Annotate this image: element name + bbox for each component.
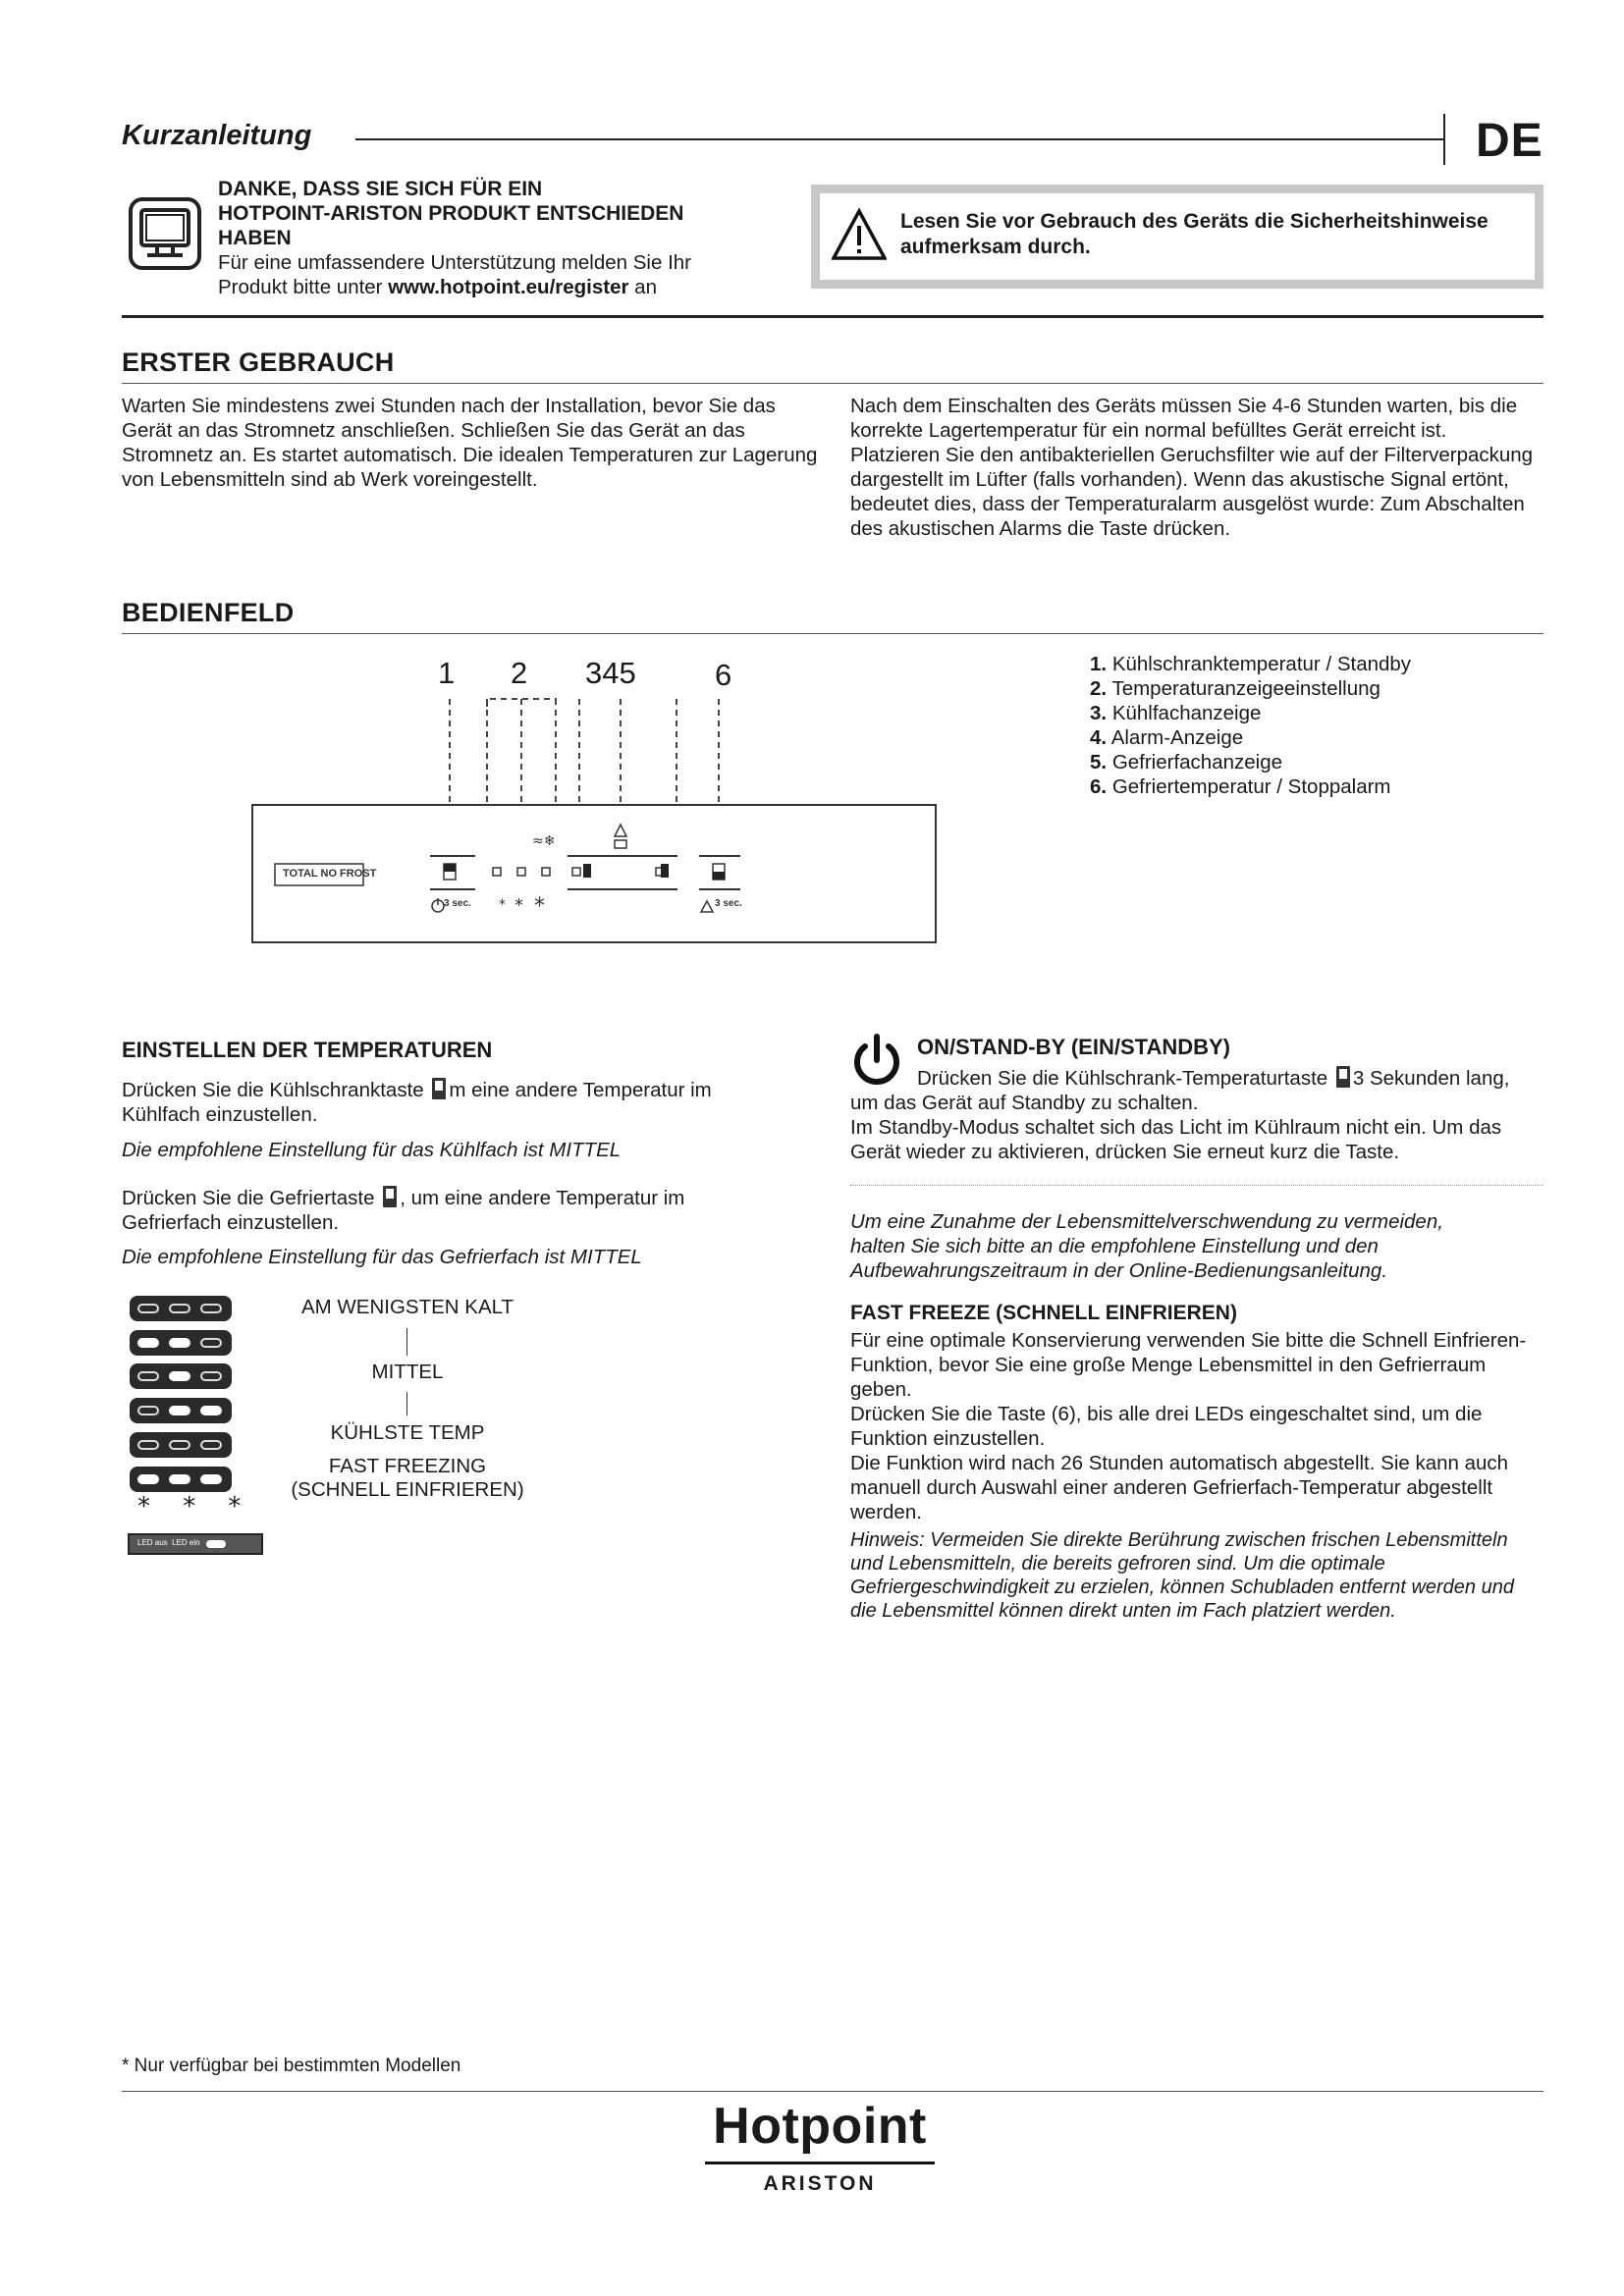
header-title: Kurzanleitung (122, 120, 312, 151)
fridge-temp-button-icon (1336, 1066, 1350, 1088)
led-row-3 (130, 1363, 232, 1389)
led (169, 1474, 190, 1484)
control-panel-rule (122, 633, 1543, 634)
standby-divider (850, 1185, 1543, 1186)
led (200, 1371, 222, 1381)
led-legend-text: LED aus LED ein (137, 1538, 200, 1547)
led-row-4 (130, 1398, 232, 1423)
legend-item: 1. Kühlschranktemperatur / Standby (1090, 653, 1412, 675)
led-row-1 (130, 1296, 232, 1321)
panel-left-seconds: 3 sec. (444, 898, 471, 909)
led (137, 1338, 159, 1348)
footer-rule (122, 2091, 1543, 2092)
freezer-button-icon (383, 1186, 397, 1207)
fridge-button-text: Drücken Sie die Kühlschranktaste m eine andere Temperatur im Kühlfach einzustellen. (122, 1079, 712, 1126)
led-row-2 (130, 1330, 232, 1356)
standby-text: Drücken Sie die Kühlschrank-Temperaturtaste 3 Sekunden lang, um das Gerät auf Standby zu schalten. (850, 1067, 1510, 1114)
warning-icon (832, 207, 887, 267)
panel-legend (1090, 652, 1411, 799)
brand-rule (705, 2162, 935, 2164)
panel-number-2: 2 (511, 656, 528, 690)
control-panel-diagram (251, 695, 939, 950)
svg-text:*: * (534, 894, 545, 919)
panel-right-seconds: 3 sec. (715, 898, 742, 909)
register-url[interactable]: www.hotpoint.eu/register (388, 276, 629, 298)
set-temperature-heading: EINSTELLEN DER TEMPERATUREN (122, 1038, 493, 1062)
led (137, 1440, 159, 1450)
led (200, 1406, 222, 1415)
thanks-text (218, 177, 768, 299)
panel-number-345: 345 (585, 656, 636, 690)
panel-label: TOTAL NO FROST (283, 868, 377, 880)
svg-text:≈❄: ≈❄ (532, 833, 556, 849)
led (169, 1440, 190, 1450)
safety-warning-text: Lesen Sie vor Gebrauch des Geräts die Sicherheitshinweise aufmerksam durch. (900, 210, 1489, 258)
header-rule (355, 138, 1445, 140)
fast-freeze-heading: FAST FREEZE (SCHNELL EINFRIEREN) (850, 1302, 1237, 1324)
first-use-left-text: Warten Sie mindestens zwei Stunden nach der Installation, bevor Sie das Gerät an das Stromnetz anschließen. Schließen Sie das Gerät an das Stromnetz an. Es startet automatisch. Die idealen Temperaturen zur Lagerung von Lebensmitteln sind ab Werk voreingestellt. (122, 395, 818, 491)
svg-text:*: * (499, 897, 506, 913)
first-use-heading: ERSTER GEBRAUCH (122, 347, 395, 377)
first-use-right-text: Nach dem Einschalten des Geräts müssen Sie 4-6 Stunden warten, bis die korrekte Lagertemperatur für ein normal befülltes Gerät erreicht ist. Platzieren Sie den antibakteriellen Geruchsfilter wie auf der Filterverpackung dargestellt im Lüfter (falls vorhanden). Wenn das akustische Signal ertönt, bedeutet dies, dass der Temperaturalarm ausgelöst wurde: Zum Abschalten des akustischen Alarms die Taste drücken. (850, 395, 1534, 540)
level-labels: AM WENIGSTEN KALT MITTEL KÜHLSTE TEMP FAST FREEZING (SCHNELL EINFRIEREN) (291, 1296, 524, 1501)
thanks-heading: DANKE, DASS SIE SICH FÜR EIN HOTPOINT-ARISTON PRODUKT ENTSCHIEDEN HABEN (218, 178, 684, 249)
led (200, 1474, 222, 1484)
fridge-recommendation: Die empfohlene Einstellung für das Kühlfach ist MITTEL (122, 1139, 622, 1161)
led (200, 1338, 222, 1348)
led (169, 1406, 190, 1415)
fridge-button-icon (432, 1078, 446, 1099)
standby-heading: ON/STAND-BY (EIN/STANDBY) (917, 1035, 1230, 1059)
led (200, 1304, 222, 1313)
snowflake-icons: * * * (137, 1492, 255, 1522)
footer-note: * Nur verfügbar bei bestimmten Modellen (122, 2056, 461, 2076)
top-section-rule (122, 315, 1543, 318)
led (200, 1440, 222, 1450)
legend-item: 3. Kühlfachanzeige (1090, 702, 1262, 724)
led (137, 1371, 159, 1381)
panel-number-6: 6 (715, 658, 732, 692)
fast-freeze-hint: Hinweis: Vermeiden Sie direkte Berührung zwischen frischen Lebensmitteln und Lebensmitteln, die bereits gefroren sind. Um die optimale Gefriergeschwindigkeit zu erzielen, können Schubladen entfernt werden und die Lebensmittel können direkt unten im Fach platziert werden. (850, 1529, 1514, 1622)
brand-name: Hotpoint (713, 2098, 927, 2155)
control-panel-heading: BEDIENFELD (122, 598, 295, 627)
led-row-5 (130, 1432, 232, 1458)
led (169, 1371, 190, 1381)
svg-text:*: * (514, 895, 523, 916)
legend-item: 5. Gefrierfachanzeige (1090, 751, 1283, 774)
legend-item: 2. Temperaturanzeigeeinstellung (1090, 677, 1380, 700)
freezer-button-text: Drücken Sie die Gefriertaste , um eine andere Temperatur im Gefrierfach einzustellen. (122, 1187, 685, 1234)
led (137, 1406, 159, 1415)
monitor-icon (128, 196, 202, 271)
led (137, 1304, 159, 1313)
safety-warning-box (811, 185, 1543, 289)
language-code: DE (1476, 115, 1543, 167)
panel-number-1: 1 (438, 656, 456, 690)
led-legend-bar (128, 1533, 263, 1555)
led (137, 1474, 159, 1484)
thanks-support-text: Für eine umfassendere Unterstützung melden Sie Ihr Produkt bitte unter www.hotpoint.eu/register an (218, 251, 692, 298)
legend-item: 4. Alarm-Anzeige (1090, 726, 1244, 749)
legend-item: 6. Gefriertemperatur / Stoppalarm (1090, 775, 1391, 798)
led (169, 1338, 190, 1348)
led-on-sample (206, 1540, 226, 1548)
standby-mode-text: Im Standby-Modus schaltet sich das Licht im Kühlraum nicht ein. Um das Gerät wieder zu aktivieren, drücken Sie erneut kurz die Taste. (850, 1116, 1502, 1163)
food-waste-note: Um eine Zunahme der Lebensmittelverschwendung zu vermeiden, halten Sie sich bitte an die empfohlene Einstellung und den Aufbewahrungszeitraum in der Online-Bedienungsanleitung. (850, 1210, 1443, 1282)
first-use-rule (122, 383, 1543, 384)
brand-logo (687, 2097, 952, 2196)
freezer-recommendation: Die empfohlene Einstellung für das Gefrierfach ist MITTEL (122, 1246, 642, 1268)
led (169, 1304, 190, 1313)
led-row-6 (130, 1467, 232, 1492)
fast-freeze-text: Für eine optimale Konservierung verwenden Sie bitte die Schnell Einfrieren-Funktion, bevor Sie eine große Menge Lebensmittel in den Gefrierraum geben. Drücken Sie die Taste (6), bis alle drei LEDs eingeschaltet sind, um die Funktion einzustellen. Die Funktion wird nach 26 Stunden automatisch abgestellt. Sie kann auch manuell durch Auswahl einer anderen Gefrierfach-Temperatur abgestellt werden. Hinweis: Vermeiden Sie direkte Berührung zwischen frischen Lebensmitteln und Lebensmitteln, die bereits gefroren sind. Um die optimale Gefriergeschwindigkeit zu erzielen, können Schubladen entfernt werden und die Lebensmittel können direkt unten im Fach platziert werden. (850, 1328, 1538, 1623)
header-rule-tick (1443, 114, 1445, 165)
brand-sub: ARISTON (763, 2172, 877, 2195)
